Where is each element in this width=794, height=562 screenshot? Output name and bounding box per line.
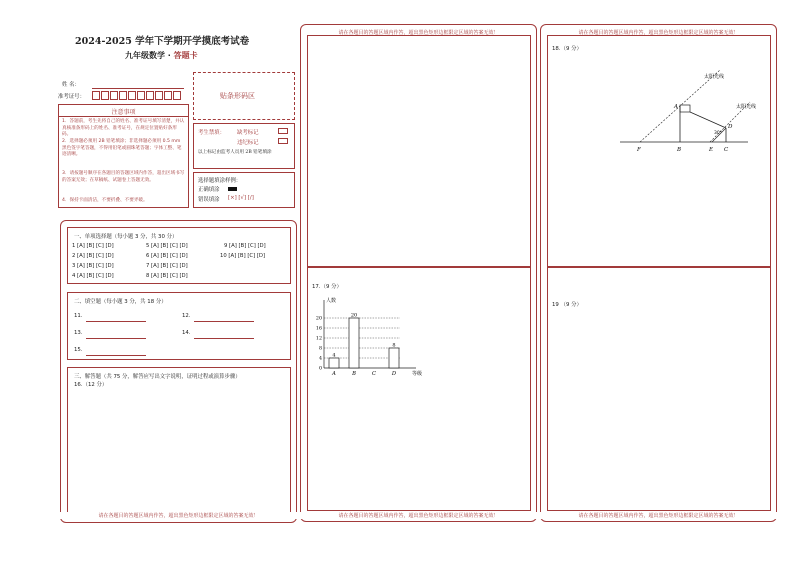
data-label: 8 — [392, 342, 396, 349]
x-tick-label: A — [332, 371, 336, 377]
x-tick-label: D — [391, 371, 397, 377]
exam-subtitle — [125, 50, 198, 61]
fill-blank-section — [67, 292, 291, 360]
warning-right-top: 请在各题目的答题区域内作答，超出黑色矩形边框限定区域的答案无效！ — [578, 30, 739, 36]
q16-answer-area[interactable] — [307, 35, 531, 267]
choice-q10[interactable]: 10 [A] [B] [C] [D] — [220, 253, 266, 259]
name-field[interactable] — [92, 88, 184, 89]
choice-q9[interactable]: 9 [A] [B] [C] [D] — [224, 243, 266, 249]
bar-A — [329, 358, 339, 368]
fill-sample-box — [193, 172, 295, 208]
label-light-2: 太阳光线 — [736, 104, 757, 110]
data-label: 4 — [332, 352, 336, 359]
data-label: 20 — [350, 312, 358, 319]
answer-panel-3 — [540, 24, 777, 522]
notice-item-2: 2．选择题必须用 2B 铅笔填涂；非选择题必须用 0.5 mm 黑色签字笔答题，不得用铅笔或圆珠笔答题；字体工整、笔迹清晰。 — [62, 139, 182, 158]
missing-checkbox[interactable] — [278, 128, 288, 134]
barcode-label: 贴条形码区 — [220, 92, 255, 100]
q18-answer-area[interactable] — [547, 35, 771, 267]
building — [680, 105, 690, 112]
point-b: B — [677, 147, 682, 153]
blank-11-label: 11. — [74, 313, 83, 319]
point-e: E — [709, 147, 714, 153]
absent-label: 考生禁填： — [198, 130, 225, 136]
label-light-1: 太阳光线 — [704, 74, 725, 80]
id-digit-box[interactable] — [137, 91, 145, 100]
y-axis-title: 人数 — [326, 298, 337, 304]
choice-q5[interactable]: 5 [A] [B] [C] [D] — [146, 243, 188, 249]
id-digit-box[interactable] — [110, 91, 118, 100]
q17-label: 17.（9 分） — [312, 284, 342, 290]
warning-mid-bottom: 请在各题目的答题区域内作答，超出黑色矩形边框限定区域的答案无效！ — [300, 512, 537, 519]
blank-15-line[interactable] — [86, 355, 146, 356]
warning-right-bottom: 请在各题目的答题区域内作答，超出黑色矩形边框限定区域的答案无效！ — [540, 512, 777, 519]
id-digit-box[interactable] — [164, 91, 172, 100]
absent-box — [193, 123, 295, 169]
blank-12-line[interactable] — [194, 321, 254, 322]
card-label: 答题卡 — [173, 51, 198, 60]
y-tick-label: 0 — [318, 366, 322, 372]
bar-B — [349, 318, 359, 368]
choice-q8[interactable]: 8 [A] [B] [C] [D] — [146, 273, 188, 279]
barcode-area — [193, 72, 295, 120]
y-tick-label: 4 — [318, 356, 322, 362]
blank-12-label: 12. — [182, 313, 191, 319]
section3-title: 三、解答题（共 75 分，解答应写出文字说明，证明过程或演算步骤） — [74, 374, 241, 380]
correct-fill-label: 正确填涂 — [198, 187, 220, 193]
x-axis-title: 等级 — [412, 371, 423, 377]
notice-item-4: 4．保持卡面清洁，不要折叠、不要弄破。 — [62, 198, 148, 203]
x-tick-label: B — [352, 371, 356, 377]
point-a: A — [674, 104, 678, 110]
absent-note: 以上标记由监考人员用 2B 铅笔填涂 — [198, 150, 272, 155]
choice-q6[interactable]: 6 [A] [B] [C] [D] — [146, 253, 188, 259]
choice-q2[interactable]: 2 [A] [B] [C] [D] — [72, 253, 114, 259]
y-tick-label: 12 — [315, 336, 322, 342]
blank-14-label: 14. — [182, 330, 191, 336]
missing-label: 缺考标记 — [237, 130, 259, 136]
id-label: 准考证号： — [58, 94, 85, 100]
warning-left-bottom: 请在各题目的答题区域内作答，超出黑色矩形边框限定区域的答案无效！ — [60, 512, 297, 519]
choice-q3[interactable]: 3 [A] [B] [C] [D] — [72, 263, 114, 269]
section2-title: 二、填空题（每小题 3 分，共 18 分） — [74, 299, 167, 305]
id-digit-box[interactable] — [101, 91, 109, 100]
slope-ad — [690, 112, 726, 128]
choice-section — [67, 227, 291, 284]
q19-label: 19 （9 分） — [552, 302, 582, 308]
name-label: 姓 名： — [62, 82, 80, 88]
section1-title: 一、单项选择题（每小题 3 分，共 30 分） — [74, 234, 178, 240]
blank-14-line[interactable] — [194, 338, 254, 339]
point-d: D — [728, 124, 733, 130]
q17-answer-area[interactable] — [307, 267, 531, 511]
choice-q1[interactable]: 1 [A] [B] [C] [D] — [72, 243, 114, 249]
q18-diagram — [618, 70, 758, 160]
exam-title: 2024-2025 学年下学期开学摸底考试卷 — [75, 36, 250, 47]
correct-fill-mark — [228, 187, 237, 191]
id-digit-box[interactable] — [173, 91, 181, 100]
wrong-fill-label: 错误填涂 — [198, 197, 220, 203]
id-digit-box[interactable] — [146, 91, 154, 100]
label-angle: 30° — [714, 131, 722, 136]
y-tick-label: 8 — [318, 346, 322, 352]
id-digit-box[interactable] — [128, 91, 136, 100]
bar-D — [389, 348, 399, 368]
q16-label: 16.（12 分） — [74, 382, 108, 388]
solution-section[interactable] — [67, 367, 291, 513]
notice-item-1: 1．答题前，考生先将自己的姓名、准考证号填写清楚，并认真核准条形码上的姓名、准考证号，在规定位置贴好条形码。 — [62, 119, 185, 138]
warning-mid-top: 请在各题目的答题区域内作答，超出黑色矩形边框限定区域的答案无效！ — [338, 30, 499, 36]
point-f: F — [637, 147, 641, 153]
q18-label: 18.（9 分） — [552, 46, 582, 52]
answer-panel-2 — [300, 24, 537, 522]
notice-box — [58, 104, 189, 208]
violation-checkbox[interactable] — [278, 138, 288, 144]
blank-13-line[interactable] — [86, 338, 146, 339]
x-tick-label: C — [372, 371, 376, 377]
wrong-fill-marks: [×] [√] [/] — [228, 195, 254, 201]
y-tick-label: 16 — [315, 326, 322, 332]
answer-panel-1 — [60, 220, 297, 523]
fill-sample-title: 选择题填涂样例： — [198, 178, 242, 184]
choice-q4[interactable]: 4 [A] [B] [C] [D] — [72, 273, 114, 279]
point-c: C — [724, 147, 729, 153]
id-digit-box[interactable] — [92, 91, 100, 100]
id-digit-box[interactable] — [155, 91, 163, 100]
notice-title: 注意事项 — [111, 109, 136, 116]
blank-15-label: 15. — [74, 347, 83, 353]
blank-13-label: 13. — [74, 330, 83, 336]
q19-answer-area[interactable] — [547, 267, 771, 511]
subject-label: 九年级数学 · — [125, 51, 174, 60]
q17-bar-chart — [310, 296, 440, 386]
y-tick-label: 20 — [315, 316, 322, 322]
blank-11-line[interactable] — [86, 321, 146, 322]
violation-label: 违纪标记 — [237, 140, 259, 146]
id-digit-box[interactable] — [119, 91, 127, 100]
notice-item-3: 3．请按题号顺序在各题目的答题区域内作答，超出区域书写的答案无效；在草稿纸、试题卷上答题无效。 — [62, 171, 185, 183]
choice-q7[interactable]: 7 [A] [B] [C] [D] — [146, 263, 188, 269]
